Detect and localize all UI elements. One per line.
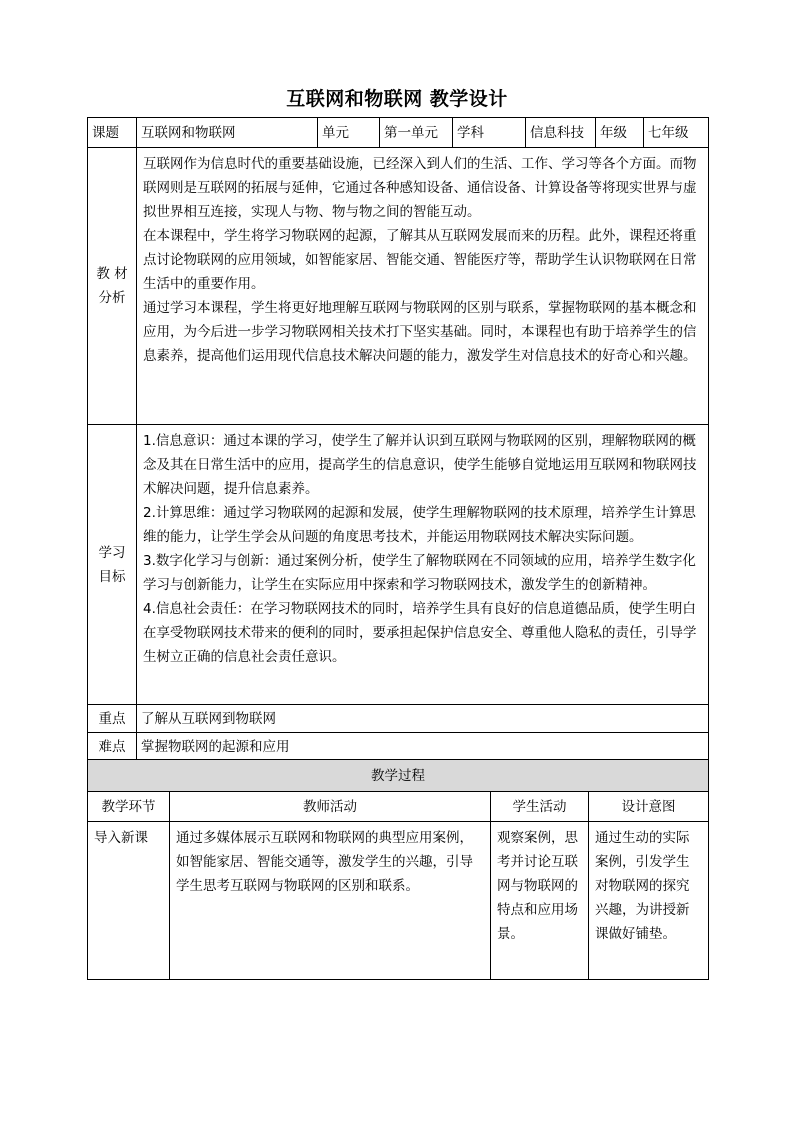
objective-item: 1.信息意识：通过本课的学习，使学生了解并认识到互联网与物联网的区别，理解物联网的概念及其在日常生活中的应用，提高学生的信息意识，使学生能够自觉地运用互联网和物联网技术解决问题，提升信息素养。 <box>143 433 697 497</box>
grade-label: 年级 <box>596 118 644 148</box>
course-value: 互联网和物联网 <box>137 118 318 148</box>
info-row <box>88 118 709 148</box>
difficulty-value: 掌握物联网的起源和应用 <box>137 733 709 761</box>
material-analysis-label <box>88 148 137 425</box>
unit-label: 单元 <box>318 118 380 148</box>
process-header-row <box>88 760 709 792</box>
unit-value: 第一单元 <box>380 118 453 148</box>
objectives-label-line2: 目标 <box>98 568 126 585</box>
process-header: 教学过程 <box>88 760 709 792</box>
subject-label: 学科 <box>453 118 526 148</box>
material-paragraph: 互联网作为信息时代的重要基础设施，已经深入到人们的生活、工作、学习等各个方面。而物联网则是互联网的拓展与延伸，它通过各种感知设备、通信设备、计算设备等将现实世界与虚拟世界相互连接，实现人与物、物与物之间的智能互动。 <box>143 156 697 220</box>
learning-objectives-label <box>88 425 137 705</box>
objective-item: 2.计算思维：通过学习物联网的起源和发展，使学生理解物联网的技术原理，培养学生计算思维的能力，让学生学会从问题的角度思考技术，并能运用物联网技术解决实际问题。 <box>143 505 696 545</box>
lesson-info-table <box>87 117 709 761</box>
design-intent-cell: 通过生动的实际案例，引发学生对物联网的探究兴趣，为讲授新课做好铺垫。 <box>589 822 709 980</box>
column-header-student: 学生活动 <box>491 792 589 822</box>
document-title: 互联网和物联网 教学设计 <box>286 88 508 110</box>
key-point-label: 重点 <box>88 705 137 733</box>
grade-value: 七年级 <box>644 118 709 148</box>
column-header-teacher: 教师活动 <box>170 792 491 822</box>
teaching-process-table <box>87 759 709 980</box>
difficulty-label: 难点 <box>88 733 137 761</box>
material-analysis-content <box>137 148 709 425</box>
course-label: 课题 <box>88 118 137 148</box>
key-point-value: 了解从互联网到物联网 <box>137 705 709 733</box>
stage-cell: 导入新课 <box>88 822 170 980</box>
material-label-line1: 教 材 <box>96 266 128 282</box>
objective-item: 4.信息社会责任：在学习物联网技术的同时，培养学生具有良好的信息道德品质，使学生明白在享受物联网技术带来的便利的同时，要承担起保护信息安全、尊重他人隐私的责任，引导学生树立正确的信息社会责任意识。 <box>143 601 697 665</box>
material-label-line2: 分析 <box>98 290 126 306</box>
teacher-activity-cell: 通过多媒体展示互联网和物联网的典型应用案例，如智能家居、智能交通等，激发学生的兴趣，引导学生思考互联网与物联网的区别和联系。 <box>170 822 491 980</box>
objective-item: 3.数字化学习与创新：通过案例分析，使学生了解物联网在不同领域的应用，培养学生数字化学习与创新能力，让学生在实际应用中探索和学习物联网技术，激发学生的创新精神。 <box>143 553 696 593</box>
learning-objectives-row <box>88 425 709 705</box>
column-header-stage: 教学环节 <box>88 792 170 822</box>
student-activity-cell: 观察案例，思考并讨论互联网与物联网的特点和应用场景。 <box>491 822 589 980</box>
material-paragraph: 在本课程中，学生将学习物联网的起源，了解其从互联网发展而来的历程。此外，课程还将重点讨论物联网的应用领域，如智能家居、智能交通、智能医疗等，帮助学生认识物联网在日常生活中的重要作用。 <box>143 228 697 292</box>
subject-value: 信息科技 <box>526 118 596 148</box>
column-header-intent: 设计意图 <box>589 792 709 822</box>
material-analysis-row <box>88 148 709 425</box>
learning-objectives-content <box>137 425 709 705</box>
objectives-label-line1: 学习 <box>98 544 126 561</box>
material-paragraph: 通过学习本课程，学生将更好地理解互联网与物联网的区别与联系，掌握物联网的基本概念和应用，为今后进一步学习物联网相关技术打下坚实基础。同时，本课程也有助于培养学生的信息素养，提高他们运用现代信息技术解决问题的能力，激发学生对信息技术的好奇心和兴趣。 <box>143 300 697 364</box>
process-columns-row <box>88 792 709 822</box>
process-row <box>88 822 709 980</box>
difficulty-row <box>88 733 709 761</box>
key-point-row <box>88 705 709 733</box>
